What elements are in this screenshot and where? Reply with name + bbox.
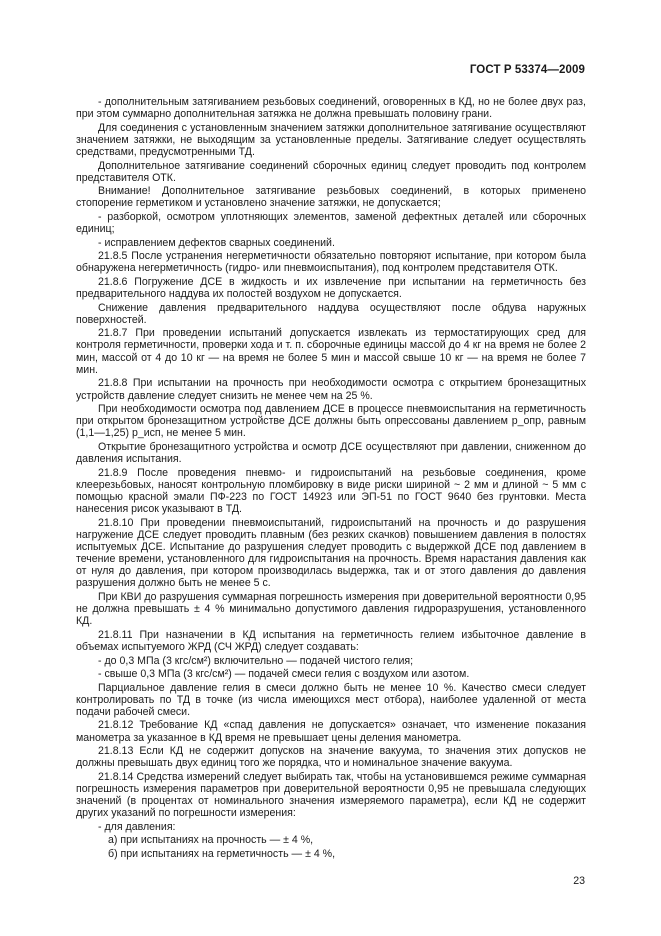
paragraph: 21.8.7 При проведении испытаний допускается извлекать из термостатирующих сред для контроля герметичности, проверки хода и т. п. сборочные единицы массой до 4 кг на время не более 2 мин, массой от 4 до 10 кг — на время не более 5 мин и массой свыше 10 кг — на время не более 7 мин. — [76, 327, 586, 376]
paragraph: Парциальное давление гелия в смеси должно быть не менее 10 %. Качество смеси следует контролировать по ТД в точке (из числа имеющихся мест отбора), наиболее удаленной от места подачи рабочей смеси. — [76, 681, 586, 718]
list-item: - для давления: — [98, 820, 176, 833]
sub-list-item: б) при испытаниях на герметичность — ± 4 %, — [108, 847, 336, 860]
document-body — [76, 96, 586, 862]
paragraph: 21.8.13 Если КД не содержит допусков на значение вакуума, то значения этих допусков не должны превышать двух единиц того же порядка, что и номинальное значение вакуума. — [76, 745, 586, 770]
paragraph: 21.8.5 После устранения негерметичности обязательно повторяют испытание, при котором была обнаружена негерметичность (гидро- или пневмоиспытания), под контролем представителя ОТК. — [76, 250, 586, 275]
paragraph: Открытие бронезащитного устройства и осмотр ДСЕ осуществляют при давлении, сниженном до давления испытания. — [76, 440, 586, 466]
sub-list-item: а) при испытаниях на прочность — ± 4 %, — [108, 834, 314, 847]
paragraph: - дополнительным затягиванием резьбовых соединений, оговоренных в КД, но не более двух раз, при этом суммарно дополнительная затяжка не должна превышать половину грани. — [76, 96, 586, 121]
list-item: - свыше 0,3 МПа (3 кгс/см²) — подачей смеси гелия с воздухом или азотом. — [98, 668, 470, 681]
paragraph: Для соединения с установленным значением затяжки дополнительное затягивание осуществляют значением затяжки, не выходящим за установленные пределы. Затягивание следует осуществлять средствами, предусмотренными ТД. — [76, 121, 586, 159]
list-item: - до 0,3 МПа (3 кгс/см²) включительно — подачей чистого гелия; — [98, 654, 414, 667]
paragraph: 21.8.6 Погружение ДСЕ в жидкость и их извлечение при испытании на герметичность без предварительного наддува их полостей воздухом не допускается. — [76, 275, 586, 301]
paragraph: Дополнительное затягивание соединений сборочных единиц следует проводить под контролем представителя ОТК. — [76, 159, 586, 184]
paragraph: 21.8.12 Требование КД «спад давления не допускается» означает, что изменение показания манометра за указанное в КД время не превышает цены деления манометра. — [76, 719, 586, 744]
paragraph: При КВИ до разрушения суммарная погрешность измерения при доверительной вероятности 0,95 не должна превышать ± 4 % минимально допустимого давления гидроразрушения, установленного КД. — [76, 590, 586, 628]
paragraph: 21.8.8 При испытании на прочность при необходимости осмотра с открытием бронезащитных устройств давление следует снизить не менее чем на 25 %. — [76, 377, 586, 402]
page-number: 23 — [573, 875, 585, 887]
paragraph: - исправлением дефектов сварных соединений. — [98, 236, 335, 249]
paragraph: 21.8.11 При назначении в КД испытания на герметичность гелием избыточное давление в объемах испытуемого ЖРД (СЧ ЖРД) следует создавать: — [76, 628, 586, 653]
paragraph: 21.8.9 После проведения пневмо- и гидроиспытаний на резьбовые соединения, кроме клеерезьбовых, наносят контрольную пломбировку в виде риски шириной ~ 2 мм и длиной ~ 5 мм с помощью красной эмали ПФ-223 по ГОСТ 14923 или ЭП-51 по ГОСТ 9640 без грунтовки. Места нанесения рисок указывают в ТД. — [76, 466, 586, 516]
paragraph: 21.8.14 Средства измерений следует выбирать так, чтобы на установившемся режиме суммарная погрешность измерения параметров при доверительной вероятности 0,95 не превышала следующих значений (в процентах от номинального значения измеряемого параметра), если КД не содержит других указаний по погрешности измерения: — [76, 770, 586, 820]
paragraph: Снижение давления предварительного наддува осуществляют после обдува наружных поверхностей. — [76, 301, 586, 326]
paragraph: - разборкой, осмотром уплотняющих элементов, заменой дефектных деталей или сборочных единиц; — [76, 210, 586, 236]
paragraph: 21.8.10 При проведении пневмоиспытаний, гидроиспытаний на прочность и до разрушения нагружение ДСЕ следует проводить плавным (без резких скачков) повышением давления в полостях испытуемых ДСЕ. Испытание до разрушения следует проводить с выдержкой ДСЕ под давлением в течение времени, установленного для гидроиспытания на прочность. Время нарастания давления как от нуля до давления, при котором производилась выдержка, так и от этого давления до давления разрушения должно быть не менее 5 с. — [76, 516, 586, 590]
paragraph: При необходимости осмотра под давлением ДСЕ в процессе пневмоиспытания на герметичность при открытом бронезащитном устройстве ДСЕ должны быть опрессованы давлением р_опр, равным (1,1—1,25) р_исп, не менее 5 мин. — [76, 403, 586, 440]
paragraph: Внимание! Дополнительное затягивание резьбовых соединений, в которых применено стопорение герметиком и установлено значение затяжки, не допускается; — [76, 185, 586, 210]
document-header: ГОСТ Р 53374—2009 — [469, 64, 585, 76]
